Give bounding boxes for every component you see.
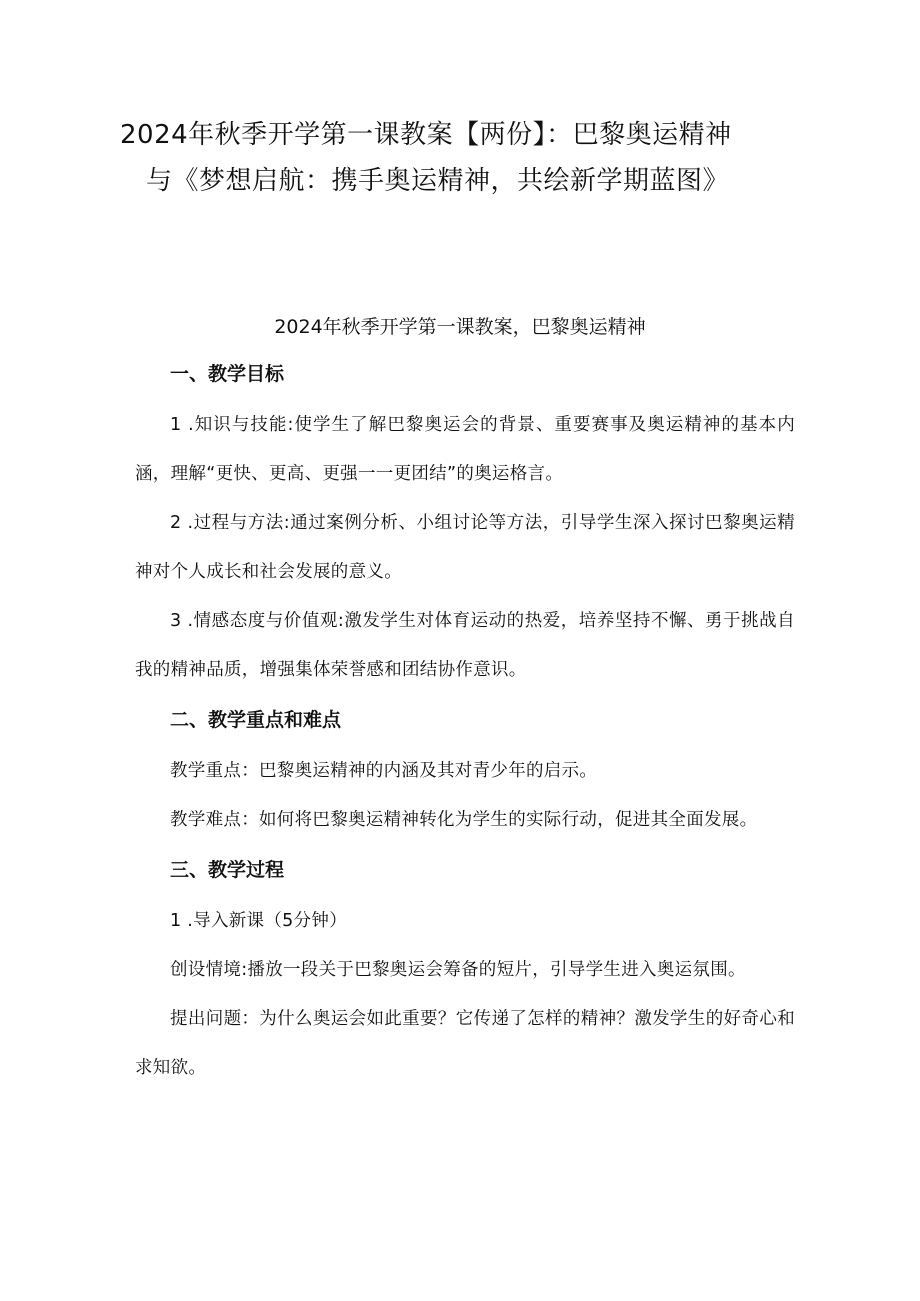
section-heading-objectives: 一、教学目标 (170, 363, 285, 385)
paragraph: 教学重点：巴黎奥运精神的内涵及其对青少年的启示。 (170, 761, 598, 781)
section-heading-key-points: 二、教学重点和难点 (170, 709, 342, 731)
lesson-plan-subtitle: 2024年秋季开学第一课教案，巴黎奥运精神 (274, 316, 646, 338)
section-heading-process: 三、教学过程 (170, 859, 285, 881)
paragraph: 2 .过程与方法:通过案例分析、小组讨论等方法，引导学生深入探讨巴黎奥运精神对个人成长和社会发展的意义。 (135, 513, 795, 582)
paragraph: 创设情境:播放一段关于巴黎奥运会筹备的短片，引导学生进入奥运氛围。 (170, 960, 746, 980)
paragraph: 1 .知识与技能:使学生了解巴黎奥运会的背景、重要赛事及奥运精神的基本内涵，理解“更快、更高、更强一一更团结”的奥运格言。 (135, 415, 795, 484)
paragraph: 提出问题：为什么奥运会如此重要？它传递了怎样的精神？激发学生的好奇心和求知欲。 (135, 1009, 795, 1078)
title-line-1: 2024年秋季开学第一课教案【两份】：巴黎奥运精神 (120, 120, 732, 150)
paragraph: 3 .情感态度与价值观:激发学生对体育运动的热爱，培养坚持不懈、勇于挑战自我的精神品质，增强集体荣誉感和团结协作意识。 (135, 611, 795, 680)
title-line-2: 与《梦想启航：携手奥运精神，共绘新学期蓝图》 (146, 166, 730, 196)
paragraph: 教学难点：如何将巴黎奥运精神转化为学生的实际行动，促进其全面发展。 (170, 810, 758, 830)
document-title (120, 112, 810, 204)
paragraph: 1 .导入新课（5分钟） (170, 911, 347, 931)
document-body (135, 357, 795, 1093)
